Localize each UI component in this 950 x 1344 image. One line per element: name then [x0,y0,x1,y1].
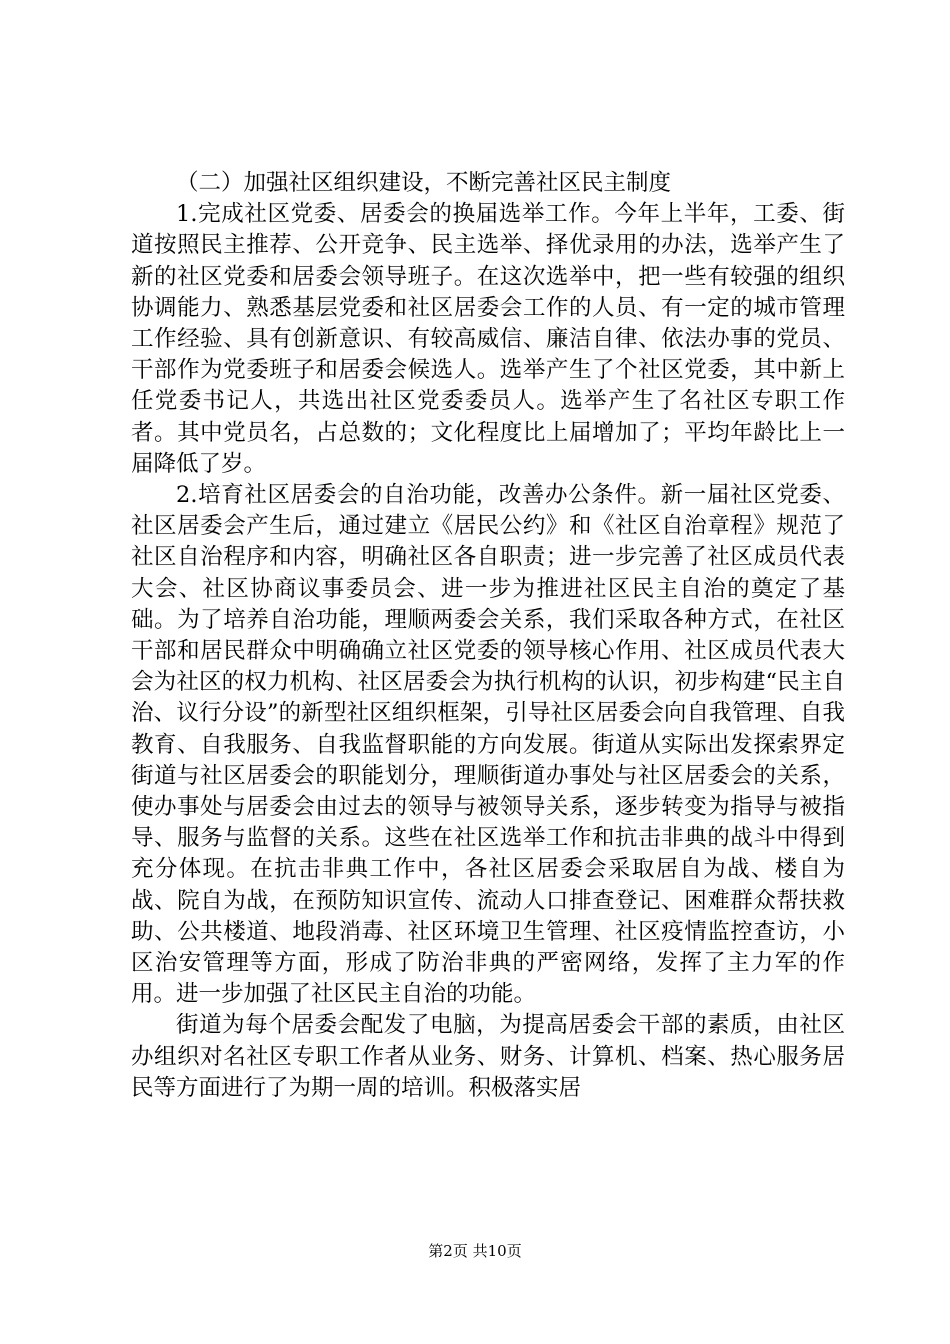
paragraph-1: 1.完成社区党委、居委会的换届选举工作。今年上半年，工委、街道按照民主推荐、公开竞争、民主选举、择优录用的办法，选举产生了新的社区党委和居委会领导班子。在这次选举中，把一些有较强的组织协调能力、熟悉基层党委和社区居委会工作的人员、有一定的城市管理工作经验、具有创新意识、有较高威信、廉洁自律、依法办事的党员、干部作为党委班子和居委会候选人。选举产生了个社区党委，其中新上任党委书记人，共选出社区党委委员人。选举产生了名社区专职工作者。其中党员名，占总数的；文化程度比上届增加了；平均年龄比上一届降低了岁。 [131,201,845,477]
paragraph-2: 2.培育社区居委会的自治功能，改善办公条件。新一届社区党委、社区居委会产生后，通过建立《居民公约》和《社区自治章程》规范了社区自治程序和内容，明确社区各自职责；进一步完善了社区成员代表大会、社区协商议事委员会、进一步为推进社区民主自治的奠定了基础。为了培养自治功能，理顺两委会关系，我们采取各种方式，在社区干部和居民群众中明确确立社区党委的领导核心作用、社区成员代表大会为社区的权力机构、社区居委会为执行机构的认识，初步构建“民主自治、议行分设”的新型社区组织框架，引导社区居委会向自我管理、自我教育、自我服务、自我监督职能的方向发展。街道从实际出发探索界定街道与社区居委会的职能划分，理顺街道办事处与社区居委会的关系，使办事处与居委会由过去的领导与被领导关系，逐步转变为指导与被指导、服务与监督的关系。这些在社区选举工作和抗击非典的战斗中得到充分体现。在抗击非典工作中，各社区居委会采取居自为战、楼自为战、院自为战，在预防知识宣传、流动人口排查登记、困难群众帮扶救助、公共楼道、地段消毒、社区环境卫生管理、社区疫情监控查访，小区治安管理等方面，形成了防治非典的严密网络，发挥了主力军的作用。进一步加强了社区民主自治的功能。 [131,482,845,1008]
section-heading: （二）加强社区组织建设，不断完善社区民主制度 [176,170,672,196]
page-footer: 第2页 共10页 [428,1242,522,1260]
paragraph-3: 街道为每个居委会配发了电脑，为提高居委会干部的素质，由社区办组织对名社区专职工作者从业务、财务、计算机、档案、热心服务居民等方面进行了为期一周的培训。积极落实居 [131,1012,845,1101]
document-body [131,168,845,1104]
